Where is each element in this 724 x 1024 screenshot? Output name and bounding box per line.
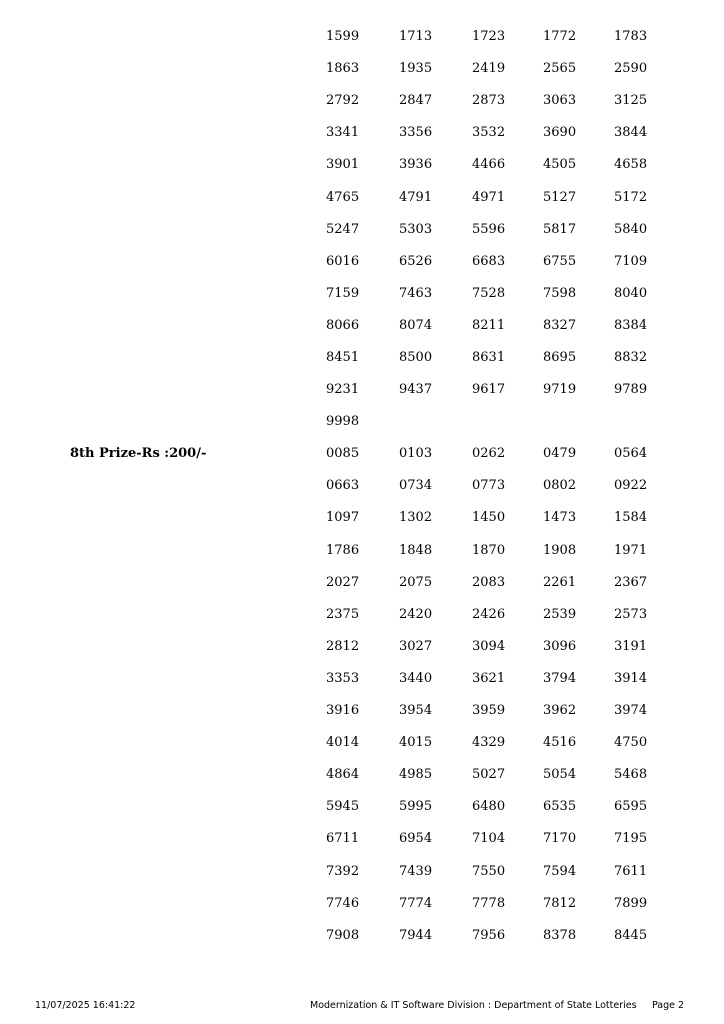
winning-number: 4015 <box>399 735 433 751</box>
winning-number: 5596 <box>472 221 506 237</box>
winning-number: 3901 <box>326 157 360 173</box>
number-row <box>0 252 724 272</box>
winning-number: 1848 <box>399 542 433 558</box>
winning-number: 4791 <box>399 189 433 205</box>
winning-number: 7899 <box>614 895 648 911</box>
winning-number: 8211 <box>472 317 506 333</box>
winning-number: 7778 <box>472 895 506 911</box>
winning-number: 2812 <box>326 638 360 654</box>
winning-number: 3356 <box>399 125 433 141</box>
footer-page-number: Page 2 <box>652 1000 685 1011</box>
winning-number: 8500 <box>399 350 433 365</box>
winning-number: 3962 <box>543 703 577 719</box>
winning-number: 2027 <box>326 574 360 590</box>
winning-number: 6480 <box>472 799 506 815</box>
winning-number: 0103 <box>399 446 433 462</box>
winning-number: 2261 <box>543 574 577 590</box>
winning-number: 7774 <box>399 895 433 911</box>
winning-number: 7104 <box>472 831 506 847</box>
winning-number: 6755 <box>543 253 577 269</box>
winning-number: 1723 <box>472 29 506 44</box>
winning-number: 5127 <box>543 189 577 205</box>
number-row <box>0 733 724 753</box>
winning-number: 4505 <box>543 157 577 173</box>
winning-number: 5945 <box>326 799 360 815</box>
number-row <box>0 220 724 240</box>
winning-number: 9719 <box>543 382 577 398</box>
winning-number: 5054 <box>543 767 577 783</box>
winning-number: 1450 <box>472 510 506 526</box>
number-row <box>0 476 724 496</box>
winning-number: 7463 <box>399 285 433 301</box>
number-row <box>0 926 724 946</box>
winning-number: 3094 <box>472 638 506 654</box>
winning-number: 7746 <box>326 895 360 911</box>
winning-number: 1772 <box>543 29 577 44</box>
winning-number: 7944 <box>399 927 433 943</box>
number-row <box>0 380 724 400</box>
winning-number: 4329 <box>472 735 506 751</box>
winning-number: 1908 <box>543 542 577 558</box>
number-row <box>0 412 724 432</box>
winning-number: 3690 <box>543 125 577 141</box>
number-row <box>0 573 724 593</box>
winning-number: 9998 <box>326 414 360 430</box>
winning-number: 7170 <box>543 831 577 847</box>
winning-number: 3974 <box>614 703 648 719</box>
number-row <box>0 91 724 111</box>
winning-number: 5303 <box>399 221 433 237</box>
winning-number: 7550 <box>472 863 506 879</box>
winning-number: 6595 <box>614 799 648 815</box>
winning-number: 0262 <box>472 446 506 462</box>
winning-number: 7812 <box>543 895 577 911</box>
number-row <box>0 284 724 304</box>
winning-number: 3532 <box>472 125 506 141</box>
winning-number: 9231 <box>326 382 360 398</box>
winning-number: 3621 <box>472 670 506 686</box>
number-row <box>0 701 724 721</box>
winning-number: 3794 <box>543 670 577 686</box>
winning-number: 0085 <box>326 446 360 462</box>
number-row <box>0 155 724 175</box>
winning-number: 8832 <box>614 350 648 365</box>
winning-number: 4765 <box>326 189 360 205</box>
winning-number: 0922 <box>614 478 648 494</box>
winning-number: 6683 <box>472 253 506 269</box>
winning-number: 4864 <box>326 767 360 783</box>
winning-number: 1302 <box>399 510 433 526</box>
winning-number: 2590 <box>614 61 648 77</box>
winning-number: 1097 <box>326 510 360 526</box>
winning-number: 7956 <box>472 927 506 943</box>
winning-number: 1783 <box>614 29 648 44</box>
prize-label: 8th Prize-Rs :200/- <box>70 446 207 462</box>
winning-number: 5247 <box>326 221 360 237</box>
number-row <box>0 508 724 528</box>
winning-number: 2426 <box>472 606 506 622</box>
winning-number: 7159 <box>326 285 360 301</box>
number-row <box>0 894 724 914</box>
winning-number: 2873 <box>472 93 506 109</box>
winning-number: 1713 <box>399 29 433 44</box>
number-row <box>0 27 724 47</box>
winning-number: 3440 <box>399 670 433 686</box>
winning-number: 3341 <box>326 125 360 141</box>
winning-number: 5995 <box>399 799 433 815</box>
winning-number: 2419 <box>472 61 506 77</box>
winning-number: 8074 <box>399 317 433 333</box>
winning-number: 4985 <box>399 767 433 783</box>
winning-number: 3027 <box>399 638 433 654</box>
winning-number: 2539 <box>543 606 577 622</box>
winning-number: 8066 <box>326 317 360 333</box>
number-row <box>0 829 724 849</box>
number-row <box>0 669 724 689</box>
winning-number: 1599 <box>326 29 360 44</box>
winning-number: 0734 <box>399 478 433 494</box>
number-row <box>0 862 724 882</box>
winning-number: 0663 <box>326 478 360 494</box>
winning-number: 3096 <box>543 638 577 654</box>
winning-number: 8327 <box>543 317 577 333</box>
winning-number: 4014 <box>326 735 360 751</box>
winning-number: 2573 <box>614 606 648 622</box>
winning-number: 0564 <box>614 446 648 462</box>
winning-number: 7109 <box>614 253 648 269</box>
winning-number: 2420 <box>399 606 433 622</box>
winning-number: 2565 <box>543 61 577 77</box>
winning-number: 6016 <box>326 253 360 269</box>
winning-number: 3844 <box>614 125 648 141</box>
winning-number: 7598 <box>543 285 577 301</box>
winning-number: 2375 <box>326 606 360 622</box>
winning-number: 2075 <box>399 574 433 590</box>
winning-number: 4750 <box>614 735 648 751</box>
winning-number: 1786 <box>326 542 360 558</box>
winning-number: 7392 <box>326 863 360 879</box>
winning-number: 6711 <box>326 831 360 847</box>
winning-number: 2847 <box>399 93 433 109</box>
winning-number: 8451 <box>326 350 360 365</box>
winning-number: 6526 <box>399 253 433 269</box>
winning-number: 3959 <box>472 703 506 719</box>
number-row <box>0 316 724 336</box>
winning-number: 7594 <box>543 863 577 879</box>
number-row <box>0 637 724 657</box>
winning-number: 7611 <box>614 863 648 879</box>
winning-number: 9617 <box>472 382 506 398</box>
winning-number: 8445 <box>614 927 648 943</box>
winning-number: 7908 <box>326 927 360 943</box>
winning-number: 6535 <box>543 799 577 815</box>
winning-number: 3353 <box>326 670 360 686</box>
winning-number: 8378 <box>543 927 577 943</box>
footer-division: Modernization & IT Software Division : Department of State Lotteries <box>310 1000 637 1011</box>
number-row <box>0 188 724 208</box>
winning-number: 5817 <box>543 221 577 237</box>
number-row <box>0 348 724 368</box>
winning-number: 8384 <box>614 317 648 333</box>
winning-number: 3914 <box>614 670 648 686</box>
winning-number: 1863 <box>326 61 360 77</box>
winning-number: 3125 <box>614 93 648 109</box>
winning-number: 9789 <box>614 382 648 398</box>
winning-number: 7528 <box>472 285 506 301</box>
winning-number: 1971 <box>614 542 648 558</box>
winning-number: 0479 <box>543 446 577 462</box>
footer-datetime: 11/07/2025 16:41:22 <box>35 1000 136 1011</box>
number-row <box>0 123 724 143</box>
number-row <box>0 59 724 79</box>
winning-number: 1935 <box>399 61 433 77</box>
winning-number: 5840 <box>614 221 648 237</box>
winning-number: 8631 <box>472 350 506 365</box>
number-row <box>0 605 724 625</box>
winning-number: 3063 <box>543 93 577 109</box>
winning-number: 1473 <box>543 510 577 526</box>
winning-number: 8040 <box>614 285 648 301</box>
winning-number: 1870 <box>472 542 506 558</box>
winning-number: 0773 <box>472 478 506 494</box>
winning-number: 2792 <box>326 93 360 109</box>
winning-number: 4466 <box>472 157 506 173</box>
winning-number: 4658 <box>614 157 648 173</box>
number-row <box>0 541 724 561</box>
number-row <box>0 797 724 817</box>
winning-number: 8695 <box>543 350 577 365</box>
winning-number: 9437 <box>399 382 433 398</box>
winning-number: 3936 <box>399 157 433 173</box>
winning-number: 5468 <box>614 767 648 783</box>
winning-number: 4971 <box>472 189 506 205</box>
winning-number: 5172 <box>614 189 648 205</box>
winning-number: 4516 <box>543 735 577 751</box>
winning-number: 0802 <box>543 478 577 494</box>
winning-number: 7195 <box>614 831 648 847</box>
winning-number: 3916 <box>326 703 360 719</box>
winning-number: 6954 <box>399 831 433 847</box>
number-row <box>0 444 724 464</box>
winning-number: 2367 <box>614 574 648 590</box>
winning-number: 3191 <box>614 638 648 654</box>
winning-number: 1584 <box>614 510 648 526</box>
winning-number: 5027 <box>472 767 506 783</box>
winning-number: 2083 <box>472 574 506 590</box>
winning-number: 3954 <box>399 703 433 719</box>
number-row <box>0 765 724 785</box>
winning-number: 7439 <box>399 863 433 879</box>
